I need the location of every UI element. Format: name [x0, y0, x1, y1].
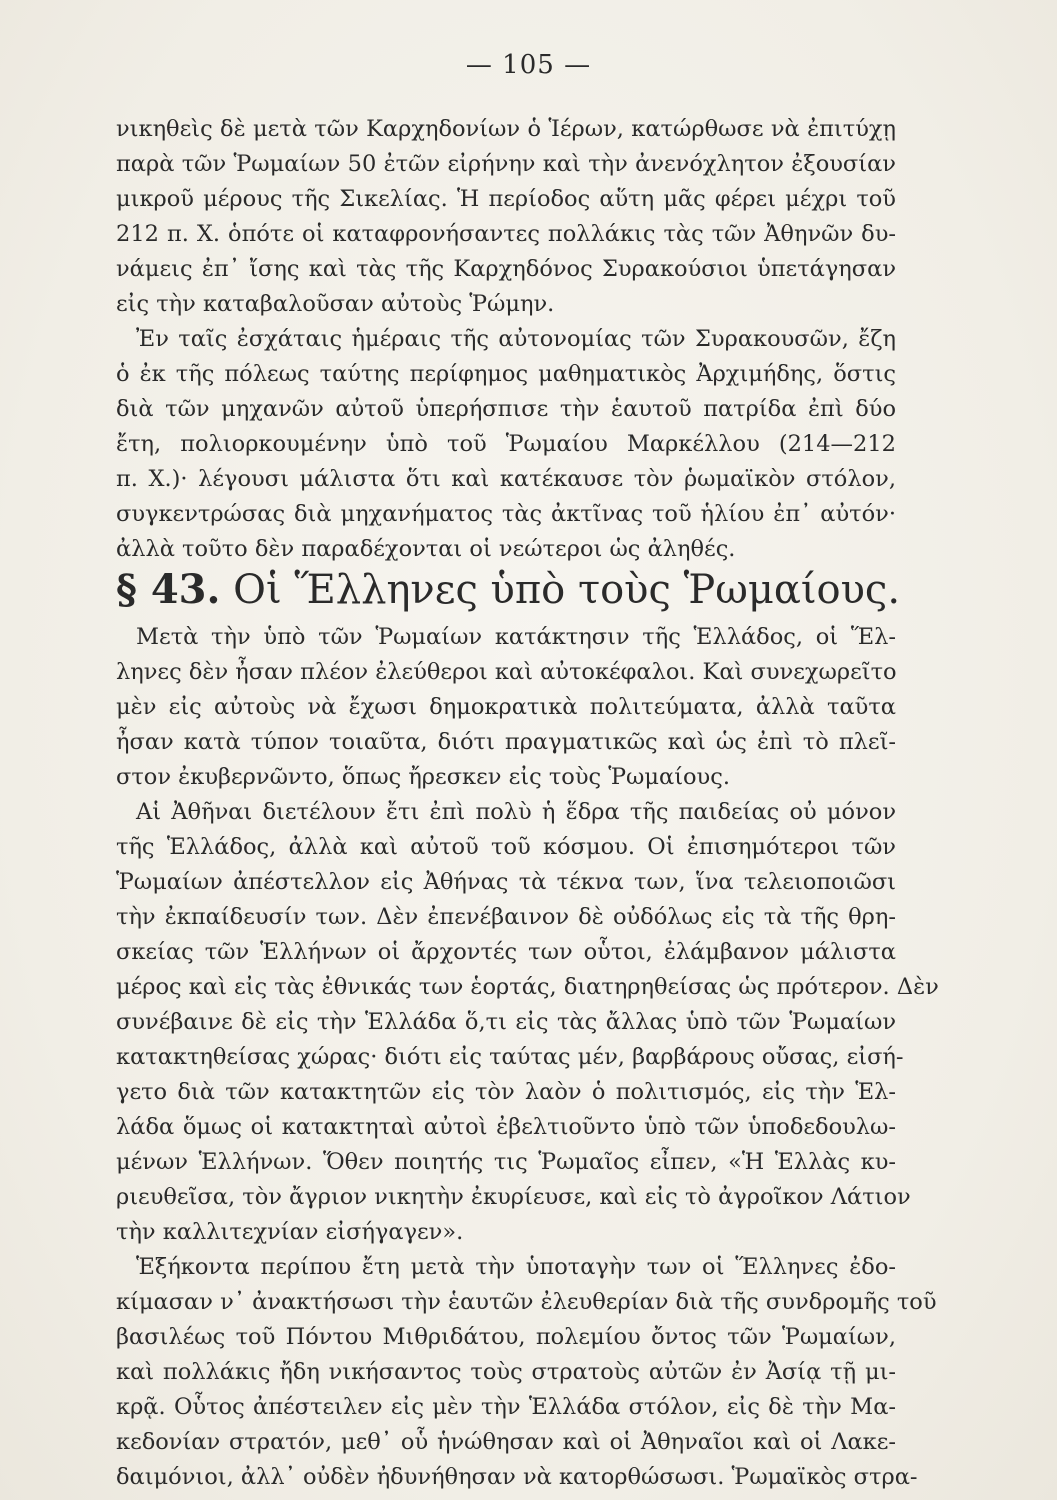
text-line: Ἐν ταῖς ἐσχάταις ἡμέραις τῆς αὐτονομίας τῶν Συρακουσῶν, ἔζη — [136, 326, 896, 352]
text-line: ληνες δὲν ἦσαν πλέον ἐλεύθεροι καὶ αὐτοκέφαλοι. Καὶ συνεχωρεῖτο — [116, 659, 897, 685]
text-line: ριευθεῖσα, τὸν ἄγριον νικητὴν ἐκυρίευσε, καὶ εἰς τὸ ἀγροῖκον Λάτιον — [116, 1184, 911, 1210]
text-line: τῆς Ἑλλάδος, ἀλλὰ καὶ αὐτοῦ τοῦ κόσμου. Οἱ ἐπισημότεροι τῶν — [116, 834, 896, 860]
text-block-syracuse — [116, 112, 896, 567]
text-line: Μετὰ τὴν ὑπὸ τῶν Ῥωμαίων κατάκτησιν τῆς Ἑλλάδος, οἱ Ἕλ- — [136, 624, 896, 650]
text-line: ἦσαν κατὰ τύπον τοιαῦτα, διότι πραγματικῶς καὶ ὡς ἐπὶ τὸ πλεῖ- — [116, 729, 896, 755]
text-line: δαιμόνιοι, ἀλλ᾿ οὐδὲν ἠδυνήθησαν νὰ κατορθώσωσι. Ῥωμαϊκὸς στρα- — [116, 1464, 918, 1490]
text-line: τὴν ἐκπαίδευσίν των. Δὲν ἐπενέβαινον δὲ οὐδόλως εἰς τὰ τῆς θρη- — [116, 904, 896, 930]
text-line: σκείας τῶν Ἑλλήνων οἱ ἄρχοντές των οὗτοι, ἐλάμβανον μάλιστα — [116, 939, 896, 965]
text-line: μὲν εἰς αὐτοὺς νὰ ἔχωσι δημοκρατικὰ πολιτεύματα, ἀλλὰ ταῦτα — [116, 694, 896, 720]
text-line: ἔτη, πολιορκουμένην ὑπὸ τοῦ Ῥωμαίου Μαρκέλλου (214—212 — [116, 431, 896, 457]
text-line: παρὰ τῶν Ῥωμαίων 50 ἐτῶν εἰρήνην καὶ τὴν ἀνενόχλητον ἐξουσίαν — [116, 151, 896, 177]
text-line: λάδα ὅμως οἱ κατακτηταὶ αὐτοὶ ἐβελτιοῦντο ὑπὸ τῶν ὑποδεδουλω- — [116, 1114, 896, 1140]
text-line: τὴν καλλιτεχνίαν εἰσήγαγεν». — [116, 1219, 464, 1245]
text-line: μέρος καὶ εἰς τὰς ἐθνικάς των ἑορτάς, διατηρηθείσας ὡς πρότερον. Δὲν — [116, 974, 939, 1000]
text-line: κίμασαν ν᾿ ἀνακτήσωσι τὴν ἑαυτῶν ἐλευθερίαν διὰ τῆς συνδρομῆς τοῦ — [116, 1289, 937, 1315]
text-line: συγκεντρώσας διὰ μηχανήματος τὰς ἀκτῖνας τοῦ ἡλίου ἐπ᾿ αὐτόν· — [116, 501, 896, 527]
text-line: κρᾷ. Οὗτος ἀπέστειλεν εἰς μὲν τὴν Ἑλλάδα στόλον, εἰς δὲ τὴν Μα- — [116, 1394, 896, 1420]
section-heading — [116, 562, 901, 618]
text-line: ἀλλὰ τοῦτο δὲν παραδέχονται οἱ νεώτεροι ὡς ἀληθές. — [116, 536, 736, 562]
text-line: εἰς τὴν καταβαλοῦσαν αὐτοὺς Ῥώμην. — [116, 291, 555, 317]
text-line: βασιλέως τοῦ Πόντου Μιθριδάτου, πολεμίου ὄντος τῶν Ῥωμαίων, — [116, 1324, 896, 1350]
text-line: συνέβαινε δὲ εἰς τὴν Ἑλλάδα ὅ,τι εἰς τὰς ἄλλας ὑπὸ τῶν Ῥωμαίων — [116, 1009, 896, 1035]
text-line: γετο διὰ τῶν κατακτητῶν εἰς τὸν λαὸν ὁ πολιτισμός, εἰς τὴν Ἑλ- — [116, 1079, 896, 1105]
text-line: Αἱ Ἀθῆναι διετέλουν ἔτι ἐπὶ πολὺ ἡ ἕδρα τῆς παιδείας οὐ μόνον — [136, 799, 896, 825]
text-line: καὶ πολλάκις ἤδη νικήσαντος τοὺς στρατοὺς αὐτῶν ἐν Ἀσίᾳ τῇ μι- — [116, 1359, 896, 1385]
text-block-greeks-under-romans — [116, 620, 939, 1495]
page-number: — 105 — — [465, 50, 592, 80]
text-line: Ῥωμαίων ἀπέστελλον εἰς Ἀθήνας τὰ τέκνα των, ἵνα τελειοποιῶσι — [116, 869, 896, 895]
text-line: νικηθεὶς δὲ μετὰ τῶν Καρχηδονίων ὁ Ἱέρων, κατώρθωσε νὰ ἐπιτύχῃ — [116, 116, 896, 142]
text-line: στον ἐκυβερνῶντο, ὅπως ἤρεσκεν εἰς τοὺς Ῥωμαίους. — [116, 764, 730, 790]
text-line: κεδονίαν στρατόν, μεθ᾿ οὗ ἡνώθησαν καὶ οἱ Ἀθηναῖοι καὶ οἱ Λακε- — [116, 1429, 896, 1455]
text-line: μικροῦ μέρους τῆς Σικελίας. Ἡ περίοδος αὕτη μᾶς φέρει μέχρι τοῦ — [116, 186, 896, 212]
text-line: διὰ τῶν μηχανῶν αὐτοῦ ὑπερήσπισε τὴν ἑαυτοῦ πατρίδα ἐπὶ δύο — [116, 396, 896, 422]
section-title: Οἱ Ἕλληνες ὑπὸ τοὺς Ῥωμαίους. — [233, 567, 901, 613]
text-line: μένων Ἑλλήνων. Ὅθεν ποιητής τις Ῥωμαῖος εἶπεν, «Ἡ Ἑλλὰς κυ- — [116, 1149, 896, 1175]
text-line: κατακτηθείσας χώρας· διότι εἰς ταύτας μέν, βαρβάρους οὔσας, εἰσή- — [116, 1044, 904, 1070]
text-line: π. Χ.)· λέγουσι μάλιστα ὅτι καὶ κατέκαυσε τὸν ῥωμαϊκὸν στόλον, — [116, 466, 896, 492]
section-number: § 43. — [116, 566, 221, 613]
text-line: 212 π. Χ. ὁπότε οἱ καταφρονήσαντες πολλάκις τὰς τῶν Ἀθηνῶν δυ- — [116, 221, 896, 247]
text-line: ὁ ἐκ τῆς πόλεως ταύτης περίφημος μαθηματικὸς Ἀρχιμήδης, ὅστις — [116, 361, 896, 387]
text-line: νάμεις ἐπ᾿ ἴσης καὶ τὰς τῆς Καρχηδόνος Συρακούσιοι ὑπετάγησαν — [116, 256, 896, 282]
text-line: Ἑξήκοντα περίπου ἔτη μετὰ τὴν ὑποταγὴν των οἱ Ἕλληνες ἐδο- — [136, 1254, 896, 1280]
